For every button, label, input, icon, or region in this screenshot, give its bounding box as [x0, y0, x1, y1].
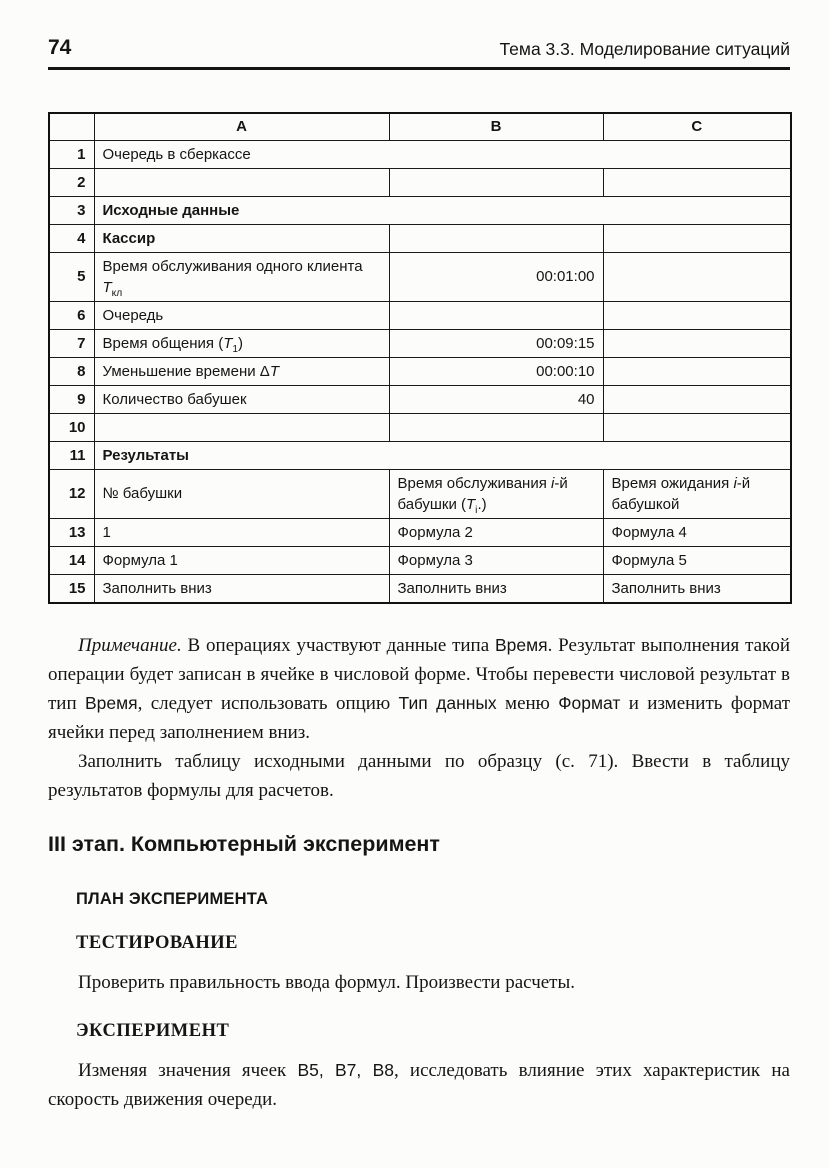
body-text: [48, 631, 790, 805]
row-number-14: 14: [49, 546, 94, 574]
page-number: 74: [48, 36, 72, 59]
table-row-12: [49, 469, 791, 518]
row-number-11: 11: [49, 441, 94, 469]
table-row-2: [49, 168, 791, 196]
text-run: . Результат выполнения такой операции будет записан в ячейке в числовой форме. Чтобы перевести числовой результат в тип: [48, 634, 790, 714]
table-row-11: [49, 441, 791, 469]
cell-A7: [94, 329, 389, 357]
cell-A15: Заполнить вниз: [94, 574, 389, 603]
cell-A3: Исходные данные: [94, 196, 791, 224]
cell-A11: Результаты: [94, 441, 791, 469]
cell-C4: [603, 224, 791, 252]
text-run: B5, B7, B8: [297, 1059, 394, 1080]
column-header-b: B: [389, 113, 603, 140]
text-run: и изменить формат ячейки перед заполнением вниз.: [48, 692, 790, 743]
cell-A6: Очередь: [94, 301, 389, 329]
row-number-1: 1: [49, 140, 94, 168]
text-run: 1: [232, 343, 239, 355]
cell-B13: Формула 2: [389, 518, 603, 546]
plan-heading: ПЛАН ЭКСПЕРИМЕНТА: [76, 889, 269, 908]
cell-C2: [603, 168, 791, 196]
table-row-9: [49, 385, 791, 413]
table-row-13: [49, 518, 791, 546]
row-number-2: 2: [49, 168, 94, 196]
row-number-9: 9: [49, 385, 94, 413]
corner-cell: [49, 113, 94, 140]
text-run: В операциях участвуют данные типа: [181, 634, 495, 656]
cell-C15: Заполнить вниз: [603, 574, 791, 603]
cell-B7: 00:09:15: [389, 329, 603, 357]
text-run: Формат: [558, 692, 621, 713]
cell-B5: 00:01:00: [389, 252, 603, 301]
table-row-1: [49, 140, 791, 168]
cell-B10: [389, 413, 603, 441]
row-number-12: 12: [49, 469, 94, 518]
text-run: Время: [495, 634, 548, 655]
table-row-14: [49, 546, 791, 574]
running-head: [48, 36, 790, 70]
row-number-8: 8: [49, 357, 94, 385]
column-header-a: A: [94, 113, 389, 140]
cell-A2: [94, 168, 389, 196]
text-run: Время: [85, 692, 138, 713]
text-run: T: [466, 495, 476, 513]
cell-A4: Кассир: [94, 224, 389, 252]
cell-C6: [603, 301, 791, 329]
cell-B6: [389, 301, 603, 329]
cell-A12: № бабушки: [94, 469, 389, 518]
experiment-heading: ЭКСПЕРИМЕНТ: [76, 1020, 230, 1041]
text-run: T: [102, 278, 112, 296]
cell-B9: 40: [389, 385, 603, 413]
text-run: Изменяя значения ячеек: [78, 1059, 298, 1081]
spreadsheet-body: [49, 140, 791, 603]
table-row-3: [49, 196, 791, 224]
stage-heading: III этап. Компьютерный эксперимент: [48, 831, 440, 856]
row-number-7: 7: [49, 329, 94, 357]
text-run: меню: [496, 692, 559, 714]
spreadsheet-column-headers: [49, 113, 791, 140]
testing-heading: ТЕСТИРОВАНИЕ: [76, 932, 239, 953]
experiment-paragraph: [48, 1056, 790, 1114]
experiment-section: [48, 1056, 790, 1114]
text-run: Примечание.: [78, 634, 182, 656]
cell-A5: [94, 252, 389, 301]
running-title: Тема 3.3. Моделирование ситуаций: [499, 39, 790, 59]
text-run: -й бабушки (: [397, 474, 568, 513]
table-row-5: [49, 252, 791, 301]
column-header-c: C: [603, 113, 791, 140]
testing-section: [48, 968, 790, 997]
cell-C7: [603, 329, 791, 357]
row-number-13: 13: [49, 518, 94, 546]
cell-A9: Количество бабушек: [94, 385, 389, 413]
testing-paragraph: Проверить правильность ввода формул. Произвести расчеты.: [78, 971, 575, 993]
text-run: Время обслуживания одного клиента: [102, 257, 363, 275]
text-run: .): [477, 495, 487, 513]
text-run: Время общения (: [102, 334, 224, 352]
cell-A13: 1: [94, 518, 389, 546]
text-run: i: [733, 474, 737, 492]
text-run: i: [551, 474, 555, 492]
text-run: -й бабушкой: [611, 474, 751, 513]
cell-A8: [94, 357, 389, 385]
text-run: Время ожидания: [611, 474, 734, 492]
cell-C8: [603, 357, 791, 385]
cell-B12: [389, 469, 603, 518]
row-number-5: 5: [49, 252, 94, 301]
text-run: ): [238, 334, 244, 352]
note-paragraph: [48, 631, 790, 747]
cell-B8: 00:00:10: [389, 357, 603, 385]
cell-C10: [603, 413, 791, 441]
cell-A14: Формула 1: [94, 546, 389, 574]
text-run: , исследовать влияние этих характеристик на скорость движения очереди.: [48, 1059, 790, 1110]
cell-A10: [94, 413, 389, 441]
text-run: , следует использовать опцию: [137, 692, 399, 714]
table-row-15: [49, 574, 791, 603]
table-row-6: [49, 301, 791, 329]
row-number-3: 3: [49, 196, 94, 224]
text-run: T: [269, 362, 279, 380]
cell-C14: Формула 5: [603, 546, 791, 574]
table-row-8: [49, 357, 791, 385]
table-row-4: [49, 224, 791, 252]
cell-C9: [603, 385, 791, 413]
cell-A1: Очередь в сберкассе: [94, 140, 791, 168]
text-run: T: [223, 334, 233, 352]
text-run: Время обслуживания: [397, 474, 551, 492]
row-number-15: 15: [49, 574, 94, 603]
text-run: кл: [111, 287, 123, 299]
cell-B14: Формула 3: [389, 546, 603, 574]
cell-B15: Заполнить вниз: [389, 574, 603, 603]
cell-B4: [389, 224, 603, 252]
spreadsheet-table: [48, 112, 792, 604]
fill-paragraph: Заполнить таблицу исходными данными по образцу (с. 71). Ввести в таблицу результатов формулы для расчетов.: [48, 750, 790, 801]
row-number-10: 10: [49, 413, 94, 441]
table-row-7: [49, 329, 791, 357]
text-run: i: [475, 504, 478, 516]
table-row-10: [49, 413, 791, 441]
row-number-6: 6: [49, 301, 94, 329]
text-run: Тип данных: [398, 692, 497, 713]
text-run: Уменьшение времени Δ: [102, 362, 270, 380]
row-number-4: 4: [49, 224, 94, 252]
cell-C5: [603, 252, 791, 301]
column-header-row: [49, 113, 791, 140]
cell-C12: [603, 469, 791, 518]
cell-B2: [389, 168, 603, 196]
cell-C13: Формула 4: [603, 518, 791, 546]
